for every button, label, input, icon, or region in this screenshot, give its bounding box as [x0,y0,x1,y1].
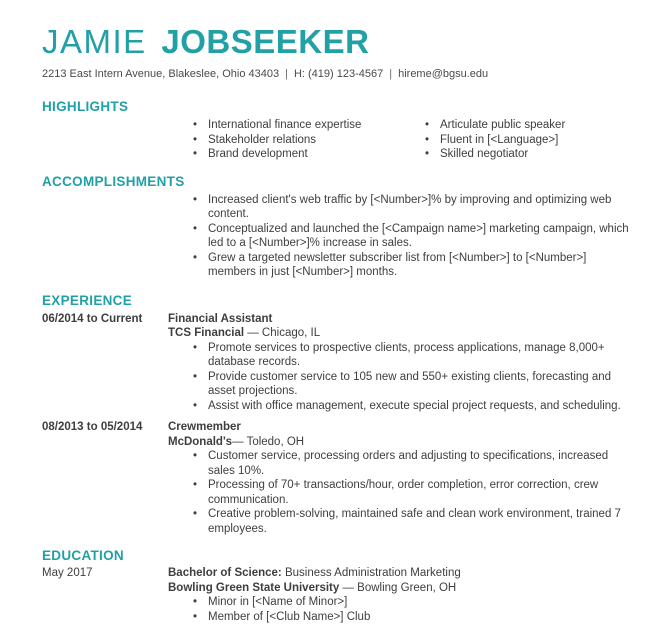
bullet-item: • Processing of 70+ transactions/hour, order completion, error correction, crew communication. [190,478,634,507]
section-accomplishments [42,174,634,280]
job-bullets [190,341,634,414]
job-title: Crewmember [168,421,241,433]
contact-email: hireme@bgsu.edu [398,68,489,80]
education-title: EDUCATION [42,548,124,563]
education-school-line [168,581,634,596]
job-company-line [168,326,634,341]
accomplishments-list [190,193,634,280]
degree-label: Bachelor of Science: [168,567,282,579]
job-bullets [190,449,634,536]
bullet-item: • Member of [<Club Name>] Club [190,610,634,625]
job-location: — Chicago, IL [244,327,321,339]
job-dates: 08/2013 to 05/2014 [42,421,143,433]
section-highlights [42,99,634,162]
accomplishments-title: ACCOMPLISHMENTS [42,173,185,189]
bullet-item: • Promote services to prospective clients, process applications, manage 8,000+ database records. [190,341,634,370]
bullet-item: • Provide customer service to 105 new and 550+ existing clients, forecasting and asset projections. [190,370,634,399]
job-title: Financial Assistant [168,312,273,325]
bullet-item: • Articulate public speaker [422,118,634,133]
job-entry [42,312,634,414]
highlights-title: HIGHLIGHTS [42,99,129,114]
job-company: TCS Financial [168,327,245,339]
contact-separator: | [285,68,288,80]
education-detail [168,566,634,624]
job-detail [168,312,634,414]
bullet-item: • Brand development [190,147,422,162]
bullet-item: • Customer service, processing orders and adjusting to specifications, increased sales 10%. [190,449,634,478]
resume-header [42,24,634,80]
bullet-item: • Stakeholder relations [190,133,422,148]
bullet-item: • Increased client's web traffic by [<Number>]% by improving and optimizing web content. [190,193,634,222]
education-entry [42,566,634,624]
section-experience [42,293,634,537]
bullet-item: • Skilled negotiator [422,147,634,162]
contact-line [42,68,634,80]
job-company-line [168,435,634,450]
first-name: JAMIE [42,23,147,60]
highlights-column-1 [190,118,422,162]
name-heading [42,24,634,60]
contact-address: 2213 East Intern Avenue, Blakeslee, Ohio 43403 [42,68,280,80]
highlights-column-2 [422,118,634,162]
last-name: JOBSEEKER [161,23,370,60]
education-degree-line [168,566,634,581]
bullet-item: • International finance expertise [190,118,422,133]
experience-title: EXPERIENCE [42,292,133,308]
job-company: McDonald's [168,435,233,448]
job-location: — Toledo, OH [232,435,305,448]
contact-separator: | [389,68,393,80]
accomplishments-body [190,193,634,280]
bullet-item: • Fluent in [<Language>] [422,133,634,148]
education-bullets [190,595,634,624]
education-date: May 2017 [42,567,93,579]
job-entry [42,420,634,536]
bullet-item: • Conceptualized and launched the [<Campaign name>] marketing campaign, which led to a [<Number>]% increase in sales. [190,222,634,251]
bullet-item: • Assist with office management, execute special project requests, and scheduling. [190,399,634,414]
contact-phone: H: (419) 123-4567 [293,68,384,80]
bullet-item: • Creative problem-solving, maintained safe and clean work environment, trained 7 employees. [190,507,634,536]
bullet-item: • Minor in [<Name of Minor>] [190,595,634,610]
school-name: Bowling Green State University [168,581,340,594]
job-detail [168,420,634,536]
job-dates: 06/2014 to Current [42,312,143,325]
section-education [42,548,634,624]
bullet-item: • Grew a targeted newsletter subscriber list from [<Number>] to [<Number>] members in just [<Number>] months. [190,251,634,280]
school-location: — Bowling Green, OH [339,581,457,594]
highlights-body [190,118,634,162]
degree-field: Business Administration Marketing [281,567,461,579]
